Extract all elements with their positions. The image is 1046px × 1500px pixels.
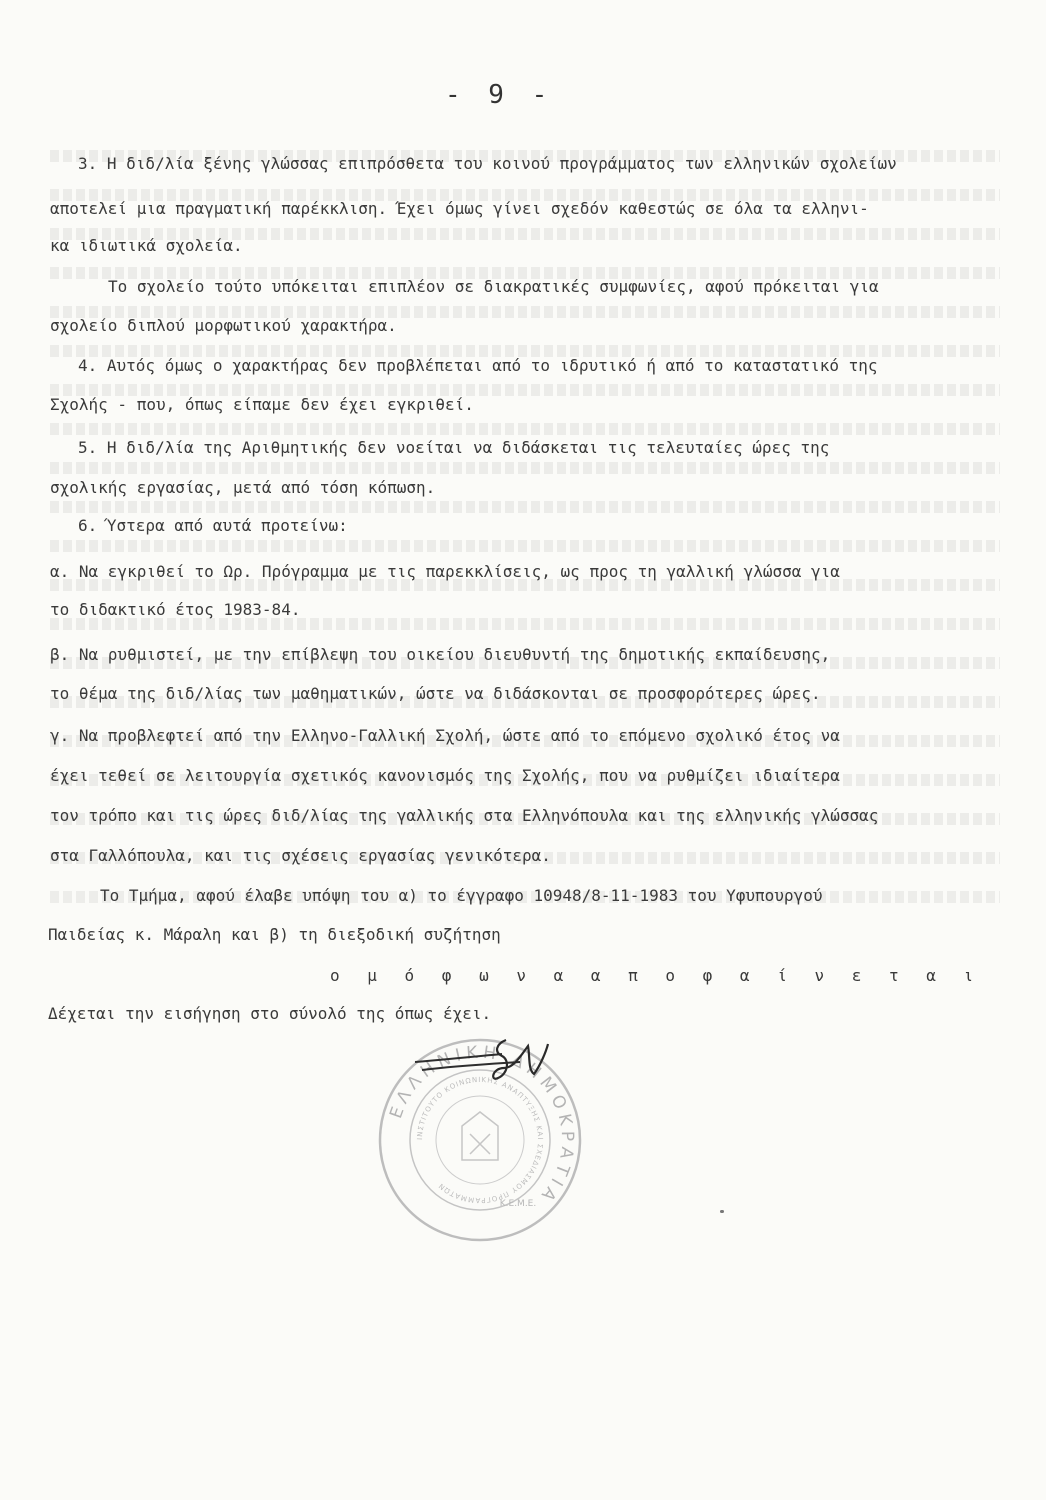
seal-inner-text: ΙΝΣΤΙΤΟΥΤΟ ΚΟΙΝΩΝΙΚΗΣ ΑΝΑΠΤΥΞΗΣ ΚΑΙ ΣΧΕΔΙΑΣΜΟΥ ΠΡΟΓΡΑΜΜΑΤΩΝ	[415, 1075, 545, 1205]
proposal-c-line-4: στα Γαλλόπουλα, και τις σχέσεις εργασίας γενικότερα.	[50, 846, 551, 865]
decision-intro-line-2: Παιδείας κ. Μάραλη και β) τη διεξοδική συζήτηση	[48, 925, 501, 944]
page-number: - 9 -	[445, 80, 554, 110]
seal-ring-text: ΕΛΛΗΝΙΚΗ ΔΗΜΟΚΡΑΤΙΑ	[386, 1042, 578, 1209]
paragraph-4-line-2: Σχολής - που, όπως είπαμε δεν έχει εγκριθεί.	[50, 395, 474, 414]
ink-speck	[720, 1210, 724, 1213]
proposal-a-line-1: α. Να εγκριθεί το Ωρ. Πρόγραμμα με τις παρεκκλίσεις, ως προς τη γαλλική γλώσσα για	[50, 562, 840, 581]
paragraph-3b-line-2: σχολείο διπλού μορφωτικού χαρακτήρα.	[50, 316, 397, 335]
paragraph-5-line-2: σχολικής εργασίας, μετά από τόση κόπωση.	[50, 478, 436, 497]
paragraph-3b-line-1: Το σχολείο τούτο υπόκειται επιπλέον σε διακρατικές συμφωνίες, αφού πρόκειται για	[108, 277, 879, 296]
paragraph-3-line-1: 3. Η διδ/λία ξένης γλώσσας επιπρόσθετα του κοινού προγράμματος των ελληνικών σχολείων	[78, 154, 897, 173]
seal-emblem-icon	[462, 1112, 498, 1160]
decision-statement: Δέχεται την εισήγηση στο σύνολό της όπως έχει.	[48, 1004, 492, 1023]
bleed-through-texture	[50, 150, 1000, 950]
seal-label: Κ.Ε.Μ.Ε.	[499, 1199, 537, 1209]
paragraph-3-line-2: αποτελεί μια πραγματική παρέκκλιση. Έχει όμως γίνει σχεδόν καθεστώς σε όλα τα ελληνι-	[50, 199, 869, 218]
paragraph-5-line-1: 5. Η διδ/λία της Αριθμητικής δεν νοείται να διδάσκεται τις τελευταίες ώρες της	[78, 438, 830, 457]
proposal-c-line-1: γ. Να προβλεφτεί από την Ελληνο-Γαλλική Σχολή, ώστε από το επόμενο σχολικό έτος να	[50, 726, 840, 745]
proposal-b-line-1: β. Να ρυθμιστεί, με την επίβλεψη του οικείου διευθυντή της δημοτικής εκπαίδευσης,	[50, 645, 831, 664]
proposal-c-line-3: τον τρόπο και τις ώρες διδ/λίας της γαλλικής στα Ελληνόπουλα και της ελληνικής γλώσσας	[50, 806, 879, 825]
proposal-b-line-2: το θέμα της διδ/λίας των μαθηματικών, ώστε να διδάσκονται σε προσφορότερες ώρες.	[50, 684, 821, 703]
handwritten-signature	[410, 1030, 560, 1100]
proposal-a-line-2: το διδακτικό έτος 1983-84.	[50, 600, 301, 619]
paragraph-6-heading: 6. Ύστερα από αυτά προτείνω:	[78, 516, 348, 535]
decision-intro-line-1: Το Τμήμα, αφού έλαβε υπόψη του α) το έγγραφο 10948/8-11-1983 του Υφυπουργού	[100, 886, 823, 905]
paragraph-3-line-3: κα ιδιωτικά σχολεία.	[50, 236, 243, 255]
decision-verb: ο μ ό φ ω ν α α π ο φ α ί ν ε τ α ι	[330, 966, 983, 985]
proposal-c-line-2: έχει τεθεί σε λειτουργία σχετικός κανονισμός της Σχολής, που να ρυθμίζει ιδιαίτερα	[50, 766, 840, 785]
paragraph-4-line-1: 4. Αυτός όμως ο χαρακτήρας δεν προβλέπεται από το ιδρυτικό ή από το καταστατικό της	[78, 356, 878, 375]
